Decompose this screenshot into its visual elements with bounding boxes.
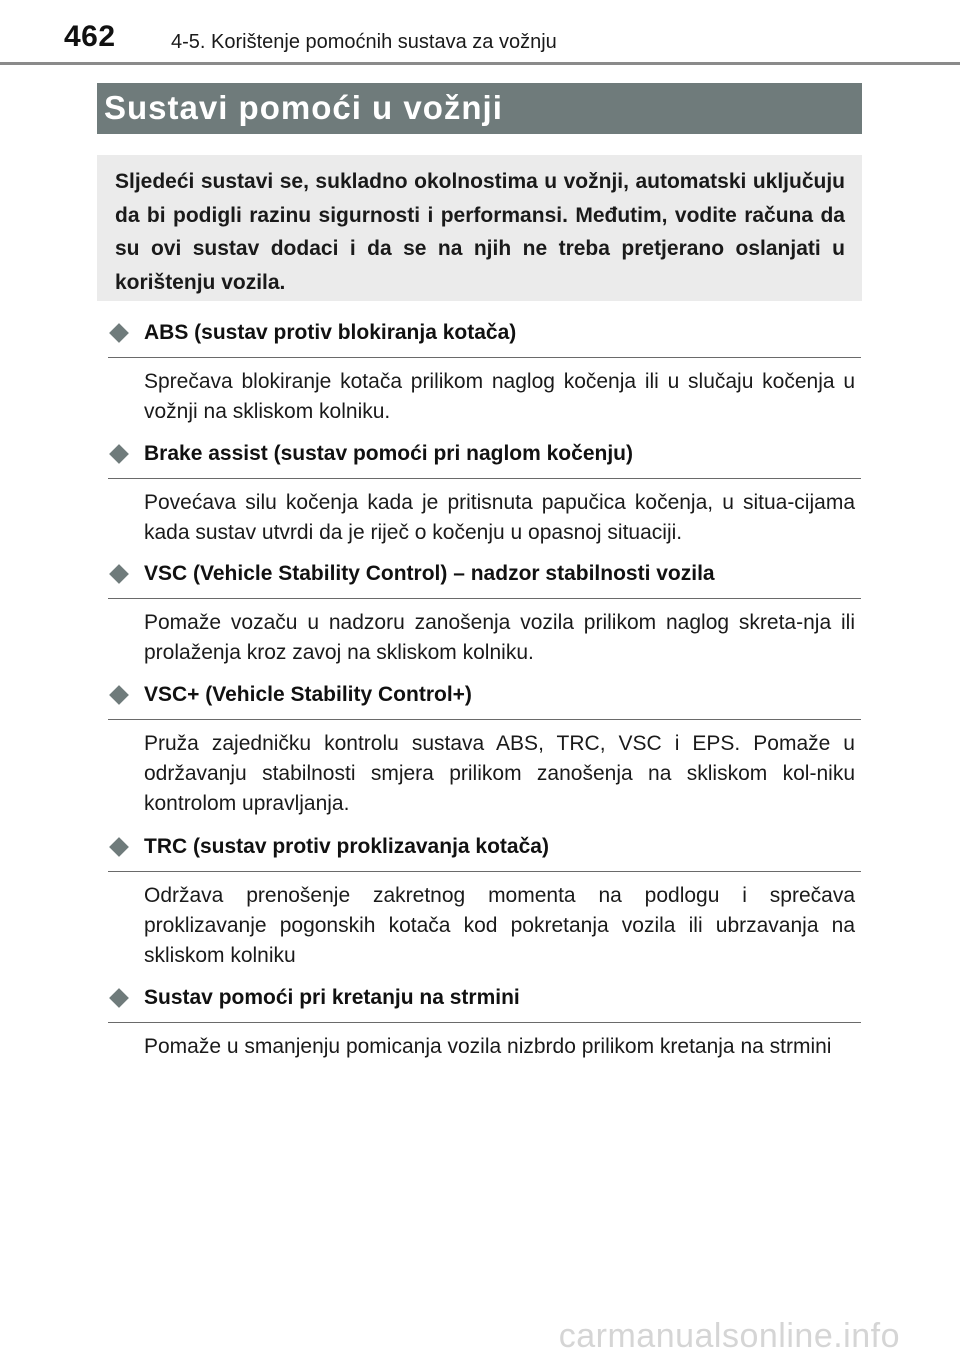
section-heading xyxy=(108,440,861,479)
diamond-icon xyxy=(109,685,129,705)
section-title: ABS (sustav protiv blokiranja kotača) xyxy=(144,321,517,344)
section-body: Pruža zajedničku kontrolu sustava ABS, TRC, VSC i EPS. Pomaže u održavanju stabilnosti smjera prilikom zanošenja na skliskom kol-niku kontrolom upravljanja. xyxy=(144,732,855,815)
section-heading xyxy=(108,560,861,599)
section-heading xyxy=(108,984,861,1023)
diamond-icon xyxy=(109,837,129,857)
section-body: Održava prenošenje zakretnog momenta na podlogu i sprečava proklizavanje pogonskih kotača kod pokretanja vozila ili ubrzavanja na skliskom kolniku xyxy=(144,884,855,967)
section-title: Sustav pomoći pri kretanju na strmini xyxy=(144,986,520,1009)
section-body: Pomaže u smanjenju pomicanja vozila nizbrdo prilikom kretanja na strmini xyxy=(144,1035,832,1058)
section-body: Pomaže vozaču u nadzoru zanošenja vozila prilikom naglog skreta-nja ili prolaženja kroz zavoj na skliskom kolniku. xyxy=(144,611,855,664)
section-title: VSC+ (Vehicle Stability Control+) xyxy=(144,683,472,706)
watermark: carmanualsonline.info xyxy=(558,1317,900,1355)
section-body: Povećava silu kočenja kada je pritisnuta papučica kočenja, u situa-cijama kada sustav utvrdi da je riječ o kočenju u opasnoj situaciji. xyxy=(144,491,855,544)
section-heading xyxy=(108,833,861,872)
section-heading xyxy=(108,681,861,720)
header-divider xyxy=(0,62,960,65)
page-number: 462 xyxy=(64,20,116,53)
section-title: TRC (sustav protiv proklizavanja kotača) xyxy=(144,835,549,858)
diamond-icon xyxy=(109,564,129,584)
section-title: VSC (Vehicle Stability Control) – nadzor stabilnosti vozila xyxy=(144,562,715,585)
section-title-bar xyxy=(97,83,862,134)
section-heading xyxy=(108,319,861,358)
diamond-icon xyxy=(109,988,129,1008)
section-body: Sprečava blokiranje kotača prilikom naglog kočenja ili u slučaju kočenja u vožnji na skliskom kolniku. xyxy=(144,370,855,423)
diamond-icon xyxy=(109,444,129,464)
section-title: Brake assist (sustav pomoći pri naglom kočenju) xyxy=(144,442,633,465)
diamond-icon xyxy=(109,323,129,343)
intro-text: Sljedeći sustavi se, sukladno okolnostima u vožnji, automatski uključuju da bi podigli razinu sigurnosti i performansi. Međutim, vodite računa da su ovi sustav dodaci i da se na njih ne treba pretjerano oslanjati u korištenju vozila. xyxy=(115,170,845,294)
page-title: Sustavi pomoći u vožnji xyxy=(104,89,503,126)
chapter-title: 4-5. Korištenje pomoćnih sustava za vožnju xyxy=(171,31,557,53)
page-header xyxy=(0,0,960,66)
intro-box xyxy=(97,155,862,301)
